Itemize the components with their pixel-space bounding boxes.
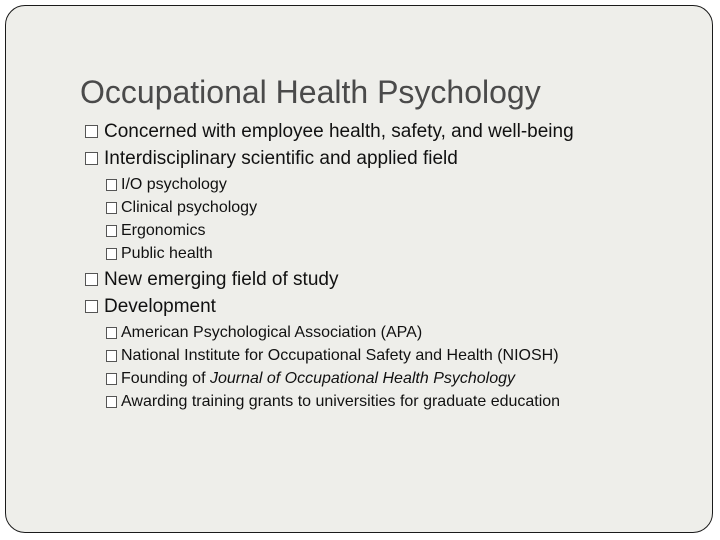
checkbox-square-icon	[106, 373, 117, 385]
bullet-item	[85, 266, 574, 293]
bullet-item	[85, 118, 574, 145]
checkbox-square-icon	[106, 202, 117, 214]
sub-bullet-item	[106, 196, 574, 219]
checkbox-square-icon	[106, 248, 117, 260]
bullet-list	[85, 118, 574, 413]
sub-bullet-item	[106, 219, 574, 242]
bullet-text: Concerned with employee health, safety, and well-being	[104, 121, 574, 142]
sub-bullet-text: Awarding training grants to universities for graduate education	[121, 393, 561, 410]
sub-bullet-text	[121, 367, 515, 390]
sub-bullet-item	[106, 173, 574, 196]
checkbox-square-icon	[85, 152, 98, 165]
bullet-item	[85, 293, 574, 320]
checkbox-square-icon	[106, 327, 117, 339]
bullet-text: Development	[104, 296, 216, 317]
sub-bullet-text: I/O psychology	[121, 176, 227, 193]
journal-prefix: Founding of	[121, 370, 210, 387]
bullet-text: Interdisciplinary scientific and applied field	[104, 148, 458, 169]
sub-bullet-text: Clinical psychology	[121, 199, 258, 216]
journal-name: Journal of Occupational Health Psychology	[209, 370, 516, 387]
checkbox-square-icon	[106, 179, 117, 191]
sub-bullet-text: American Psychological Association (APA)	[121, 324, 423, 341]
sub-bullet-item	[106, 390, 574, 413]
checkbox-square-icon	[106, 396, 117, 408]
sub-bullet-text: National Institute for Occupational Safety and Health (NIOSH)	[121, 347, 559, 364]
sub-bullet-item	[106, 321, 574, 344]
bullet-item	[85, 145, 574, 172]
sub-bullet-text: Public health	[121, 245, 213, 262]
checkbox-square-icon	[106, 225, 117, 237]
checkbox-square-icon	[85, 273, 98, 286]
slide	[5, 5, 713, 533]
checkbox-square-icon	[106, 350, 117, 362]
bullet-text: New emerging field of study	[104, 269, 339, 290]
checkbox-square-icon	[85, 125, 98, 138]
checkbox-square-icon	[85, 300, 98, 313]
sub-bullet-item	[106, 344, 574, 367]
slide-title: Occupational Health Psychology	[80, 74, 541, 110]
sub-bullet-item	[106, 242, 574, 265]
sub-bullet-text: Ergonomics	[121, 222, 206, 239]
sub-bullet-item	[106, 367, 574, 390]
